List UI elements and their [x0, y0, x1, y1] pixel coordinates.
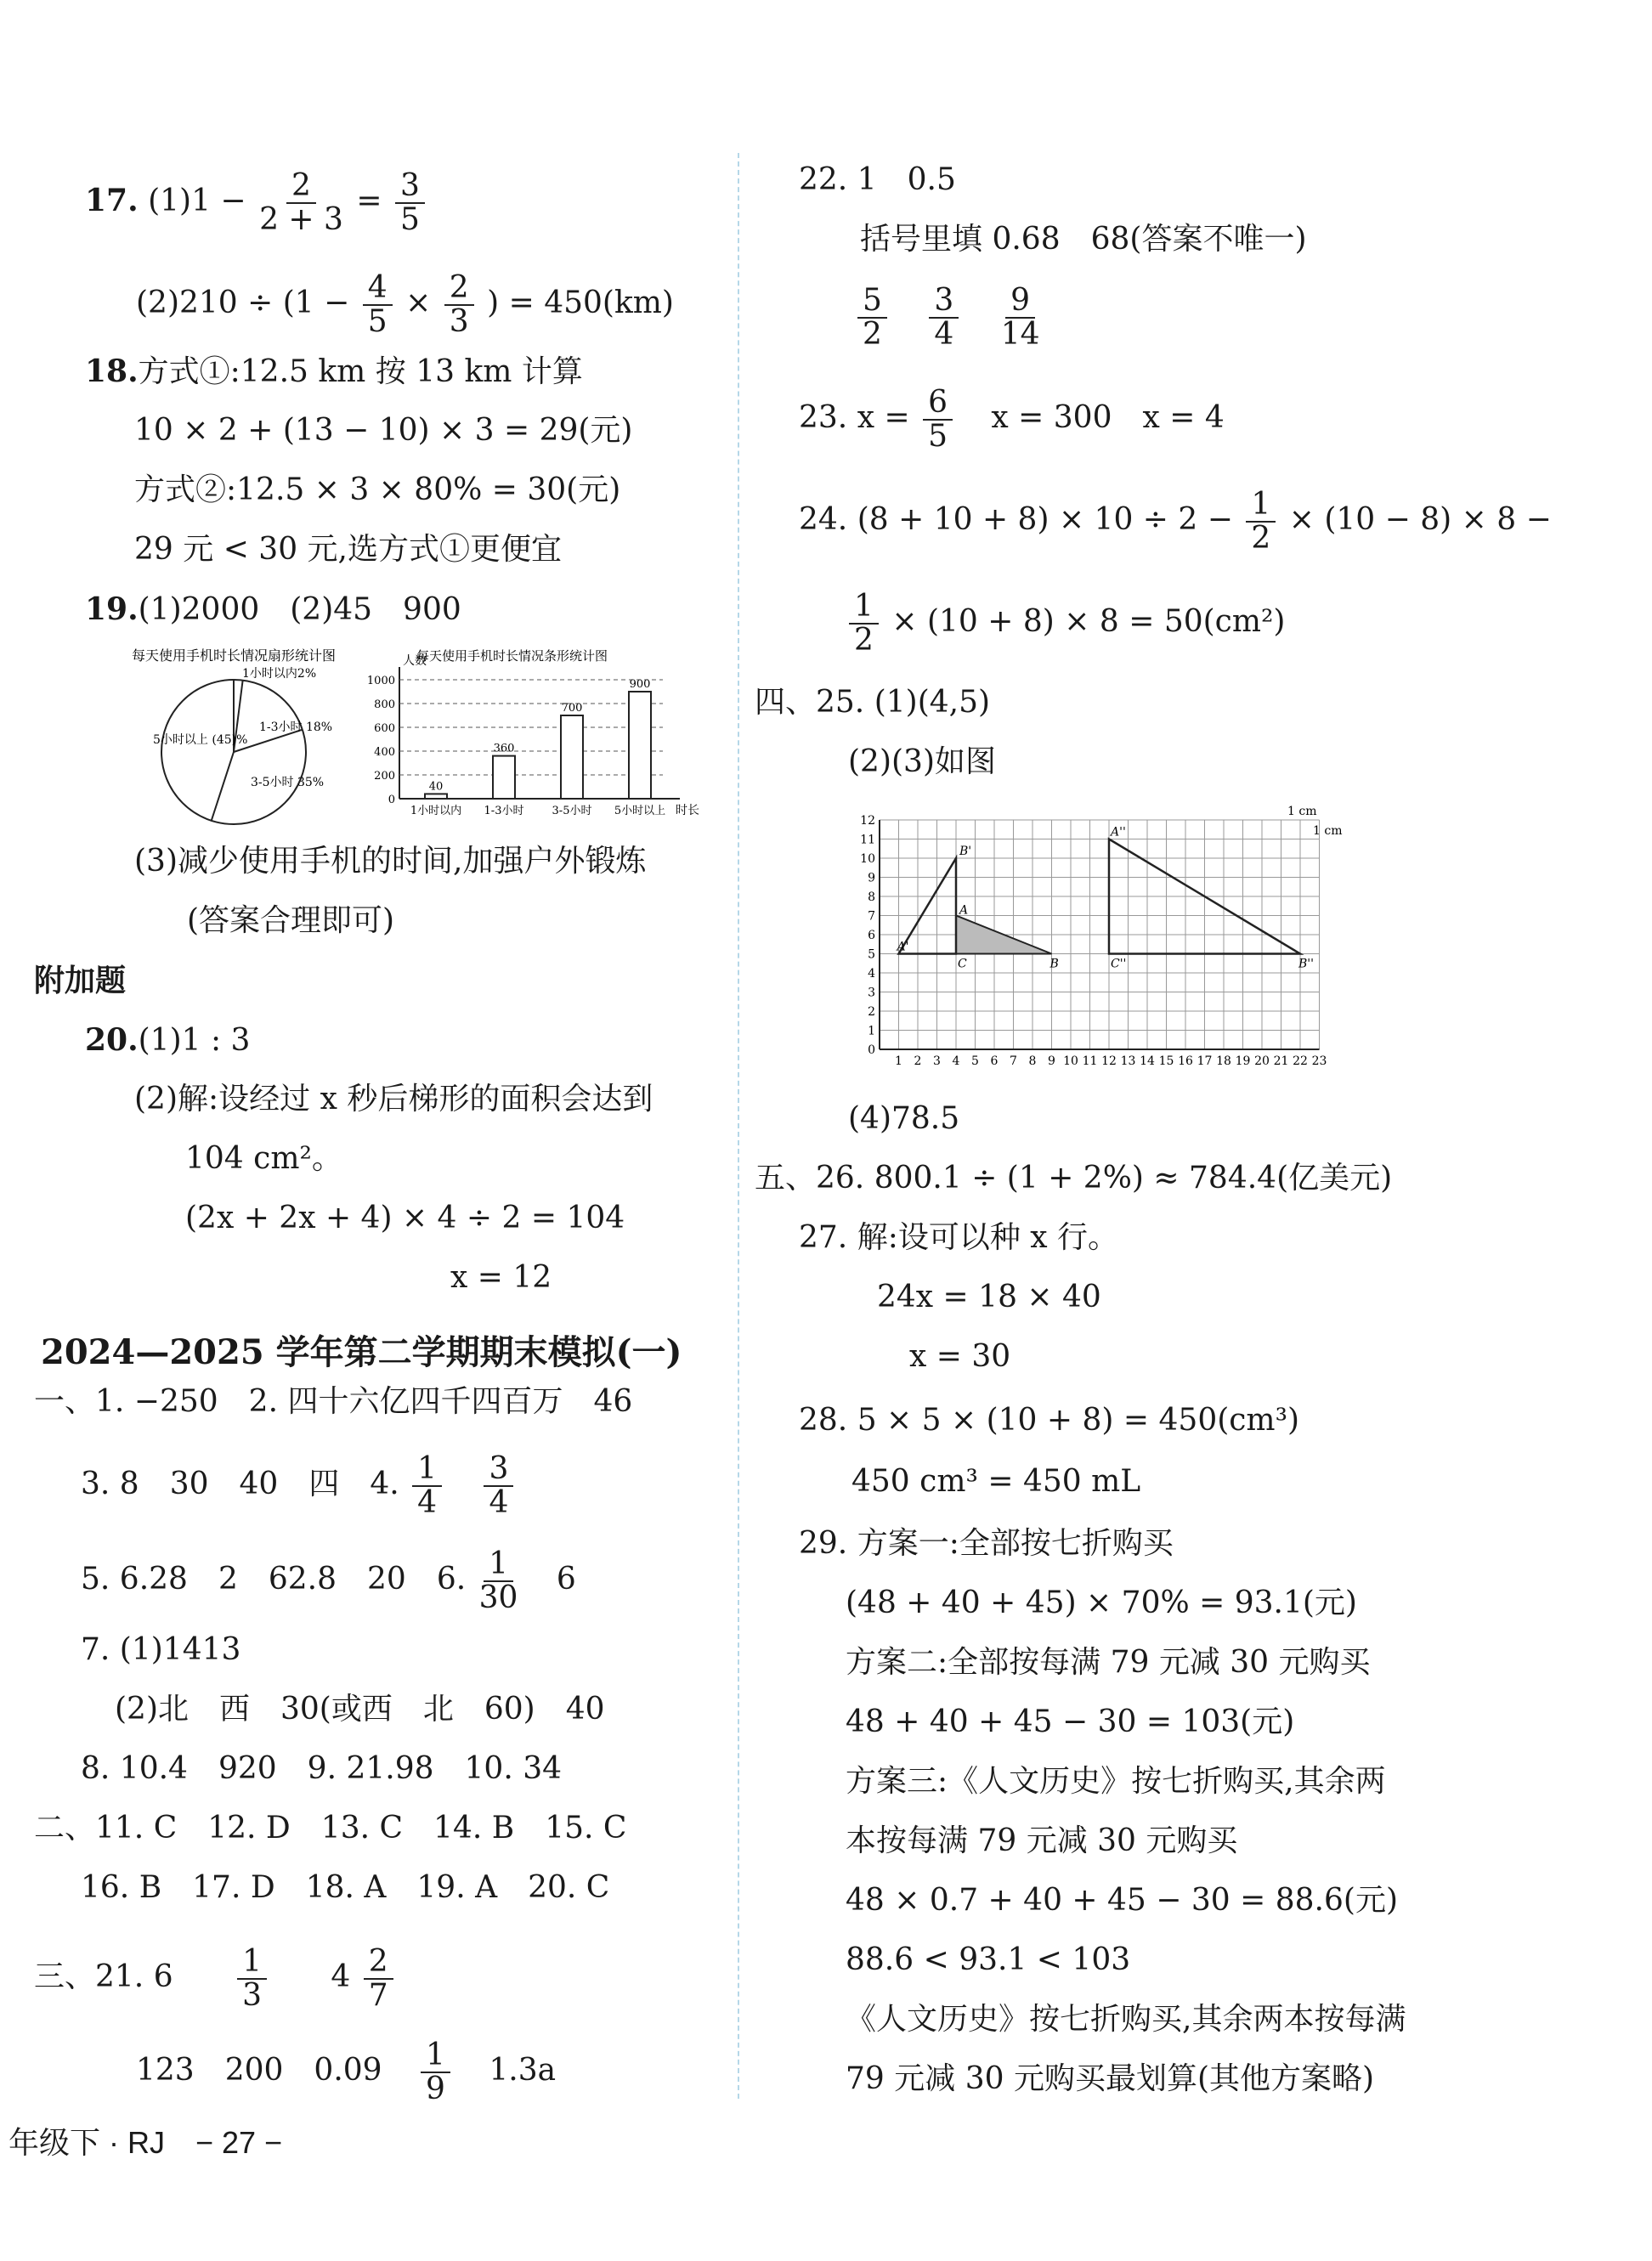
q29-line4: 48 + 40 + 45 − 30 = 103(元) [846, 1704, 1295, 1739]
q20-line3: 104 cm²。 [185, 1141, 342, 1176]
pie-label: 1小时以内2% [242, 667, 317, 681]
grid-xtick: 23 [1311, 1054, 1327, 1068]
s1-frac1: $\frac{1}{4}$ [412, 1453, 442, 1519]
q22-line3 [854, 285, 1044, 351]
bar-ytick: 0 [388, 794, 395, 806]
grid-xtick: 4 [952, 1054, 960, 1068]
q27-line1: 27. 解:设可以种 x 行。 [799, 1220, 1119, 1255]
q29-line6: 本按每满 79 元减 30 元购买 [846, 1823, 1238, 1858]
q18-line3: 方式②:12.5 × 3 × 80% = 30(元) [134, 472, 621, 507]
grid-xtick: 11 [1082, 1054, 1098, 1068]
q20-line1: 20.(1)1 : 3 [85, 1022, 251, 1058]
s2-line1: 二、11. C 12. D 13. C 14. B 15. C [34, 1811, 627, 1846]
q18-line2: 10 × 2 + (13 − 10) × 3 = 29(元) [134, 413, 633, 448]
bar-ytick: 800 [374, 698, 395, 711]
q20-line4: (2x + 2x + 4) × 4 ÷ 2 = 104 [185, 1201, 625, 1235]
q24-frac1: $\frac{1}{2}$ [1246, 489, 1276, 555]
q17-a: (1)1 − [148, 184, 246, 218]
q22-frac1: $\frac{5}{2}$ [857, 285, 887, 351]
grid-xtick: 22 [1293, 1054, 1308, 1068]
bar [561, 715, 583, 799]
unit-label: 1 cm [1313, 824, 1343, 838]
grid-xtick: 16 [1178, 1054, 1193, 1068]
q29-line1: 29. 方案一:全部按七折购买 [799, 1526, 1174, 1561]
q19-line1: 19.(1)2000 (2)45 900 [85, 591, 461, 627]
grid-ytick: 7 [868, 909, 875, 924]
grid-xtick: 15 [1158, 1054, 1174, 1068]
grid-xtick: 18 [1216, 1054, 1231, 1068]
q19-line3: (3)减少使用手机的时间,加强户外锻炼 [134, 844, 647, 879]
s1-line1: 一、1. −250 2. 四十六亿四千四百万 46 [34, 1384, 633, 1419]
grid-xtick: 9 [1048, 1054, 1055, 1068]
grid-xtick: 7 [1010, 1054, 1017, 1068]
q29-line9: 《人文历史》按七折购买,其余两本按每满 [846, 2002, 1406, 2037]
q27-line3: x = 30 [909, 1339, 1011, 1374]
s2-line2: 16. B 17. D 18. A 19. A 20. C [81, 1870, 610, 1905]
fujia-title: 附加题 [34, 963, 127, 998]
s1-frac3: $\frac{1}{30}$ [478, 1546, 518, 1615]
s3-line2: 123 200 0.09 $\frac{1}{9}$ 1.3a [136, 2038, 557, 2106]
bar-category-label: 3-5小时 [552, 805, 592, 817]
s1-frac2: $\frac{3}{4}$ [484, 1453, 513, 1519]
pie-slice-edge [212, 752, 234, 821]
grid-xtick: 5 [971, 1054, 979, 1068]
q22-line1: 22. 1 0.5 [799, 162, 956, 197]
unit-label: 1 cm [1287, 805, 1317, 818]
grid-ytick: 11 [860, 833, 875, 847]
s1-line2: 3. 8 30 40 四 4. $\frac{1}{4}$ $\frac{3}{4}$ [81, 1453, 517, 1519]
q18-line1: 18.方式①:12.5 km 按 13 km 计算 [85, 353, 583, 389]
q17-line2: (2)210 ÷ (1 − $\frac{4}{5}$ × $\frac{2}{3}$ ) = 450(km) [136, 270, 674, 339]
grid-xtick: 19 [1235, 1054, 1251, 1068]
s3-frac1: $\frac{1}{3}$ [237, 1946, 267, 2012]
q29-line3: 方案二:全部按每满 79 元减 30 元购买 [846, 1645, 1371, 1680]
s3-frac2: $\frac{2}{7}$ [364, 1946, 393, 2012]
q18-line4: 29 元 < 30 元,选方式①更便宜 [134, 532, 562, 567]
q28-line1: 28. 5 × 5 × (10 + 8) = 450(cm³) [799, 1403, 1300, 1438]
q25-line2: (2)(3)如图 [848, 744, 996, 779]
bar [629, 692, 651, 799]
bar [425, 794, 447, 799]
q17-frac4: $\frac{2}{3}$ [444, 272, 474, 338]
q23-line: 23. x = $\frac{6}{5}$ x = 300 x = 4 [799, 385, 1225, 454]
s1-line3: 5. 6.28 2 62.8 20 6. $\frac{1}{30}$ 6 [81, 1546, 576, 1615]
pie-title: 每天使用手机时长情况扇形统计图 [132, 647, 337, 664]
pie-label: 1-3小时 18% [259, 721, 333, 734]
q24-line2: $\frac{1}{2}$ × (10 + 8) × 8 = 50(cm²) [846, 591, 1285, 657]
bar-category-label: 1-3小时 [484, 805, 524, 817]
q27-line2: 24x = 18 × 40 [877, 1280, 1101, 1314]
q29-line7: 48 × 0.7 + 40 + 45 − 30 = 88.6(元) [846, 1883, 1398, 1918]
point-label: A' [897, 940, 909, 954]
q20-line2: (2)解:设经过 x 秒后梯形的面积会达到 [134, 1082, 653, 1116]
s3-line1: 三、21. 6 $\frac{1}{3}$ 4 $\frac{2}{7}$ [34, 1946, 397, 2012]
point-label: A [959, 903, 969, 918]
bar-value-label: 900 [629, 678, 651, 691]
point-label: B [1049, 957, 1059, 971]
grid-ytick: 2 [868, 1005, 875, 1019]
q25-coordinate-grid [850, 803, 1351, 1083]
grid-ytick: 4 [868, 967, 875, 981]
s1-line6: 8. 10.4 920 9. 21.98 10. 34 [81, 1751, 563, 1786]
bar-ytick: 600 [374, 722, 395, 735]
bar-ylabel: 人数 [403, 654, 427, 668]
grid-xtick: 12 [1101, 1054, 1117, 1068]
q29-line8: 88.6 < 93.1 < 103 [846, 1942, 1131, 1977]
bar [493, 756, 515, 799]
bar-category-label: 5小时以上 [614, 805, 666, 817]
s1-line5: (2)北 西 30(或西 北 60) 40 [115, 1692, 605, 1727]
s3-frac3: $\frac{1}{9}$ [421, 2039, 450, 2106]
q22-frac3: $\frac{9}{14}$ [1000, 283, 1040, 352]
grid-xtick: 21 [1273, 1054, 1289, 1068]
section-title: 2024—2025 学年第二学期期末模拟(一) [41, 1332, 682, 1372]
pie-label: 3-5小时 35% [251, 776, 325, 789]
grid-xtick: 10 [1063, 1054, 1078, 1068]
q23-frac: $\frac{6}{5}$ [923, 387, 953, 453]
bar-title: 每天使用手机时长情况条形统计图 [416, 648, 608, 664]
s1-line4: 7. (1)1413 [81, 1632, 241, 1667]
q17-frac2: $\frac{3}{5}$ [395, 170, 425, 236]
grid-ytick: 0 [868, 1043, 875, 1057]
grid-xtick: 17 [1197, 1054, 1213, 1068]
grid-ytick: 12 [860, 814, 875, 828]
q24-frac2: $\frac{1}{2}$ [849, 591, 879, 657]
q29-line5: 方案三:《人文历史》按七折购买,其余两 [846, 1764, 1386, 1799]
grid-ytick: 6 [868, 929, 875, 942]
grid-ytick: 1 [868, 1024, 875, 1038]
grid-xtick: 8 [1028, 1054, 1037, 1068]
bar-ytick: 1000 [366, 675, 395, 687]
q17-frac3: $\frac{4}{5}$ [363, 272, 393, 338]
column-divider [738, 153, 739, 2099]
point-label: B' [959, 845, 972, 858]
bar-value-label: 40 [428, 780, 444, 794]
bar-xlabel: 时长 [676, 804, 699, 817]
q24-line1: 24. (8 + 10 + 8) × 10 ÷ 2 − $\frac{1}{2}$ × (10 − 8) × 8 − [799, 487, 1552, 556]
q29-line2: (48 + 40 + 45) × 70% = 93.1(元) [846, 1586, 1357, 1620]
point-label: B'' [1298, 957, 1314, 971]
bar-ytick: 200 [374, 770, 395, 783]
grid-xtick: 20 [1254, 1054, 1270, 1068]
pie-label: 5小时以上 (45)% [153, 733, 248, 747]
q17-frac1: $\frac{2}{2 + 3}$ [259, 168, 343, 237]
grid-ytick: 5 [868, 947, 875, 962]
q19-charts [127, 642, 722, 828]
grid-ytick: 3 [868, 986, 875, 1000]
grid-ytick: 9 [868, 871, 875, 885]
page-footer: 年级下 · RJ − 27 − [8, 2125, 283, 2160]
point-label: C [958, 957, 967, 971]
point-label: C'' [1111, 957, 1127, 971]
q19-line4: (答案合理即可) [187, 903, 395, 938]
q17-num: 17. [85, 183, 139, 218]
bar-value-label: 700 [561, 702, 583, 715]
grid-xtick: 6 [990, 1054, 999, 1068]
q17-line1: 17. (1)1 − $\frac{2}{2 + 3}$ = $\frac{3}{5}$ [85, 170, 428, 236]
grid-ytick: 8 [868, 890, 875, 904]
grid-ytick: 10 [860, 852, 875, 866]
grid-xtick: 3 [933, 1054, 941, 1068]
bar-value-label: 360 [493, 742, 515, 755]
grid-xtick: 13 [1120, 1054, 1136, 1068]
grid-xtick: 2 [914, 1054, 922, 1068]
q25-line1: 四、25. (1)(4,5) [755, 685, 991, 720]
bar-category-label: 1小时以内 [410, 805, 462, 817]
grid-xtick: 1 [895, 1054, 902, 1068]
q29-line10: 79 元减 30 元购买最划算(其他方案略) [846, 2061, 1375, 2096]
bar-ytick: 400 [374, 746, 395, 759]
q28-line2: 450 cm³ = 450 mL [851, 1464, 1141, 1499]
point-label: A'' [1111, 825, 1126, 839]
q26-line: 五、26. 800.1 ÷ (1 + 2%) ≈ 784.4(亿美元) [755, 1161, 1393, 1196]
q25-line4: (4)78.5 [848, 1101, 960, 1136]
q22-frac2: $\frac{3}{4}$ [929, 285, 959, 351]
q22-line2: 括号里填 0.68 68(答案不唯一) [860, 222, 1307, 257]
grid-xtick: 14 [1140, 1054, 1155, 1068]
q20-line5: x = 12 [450, 1260, 552, 1295]
